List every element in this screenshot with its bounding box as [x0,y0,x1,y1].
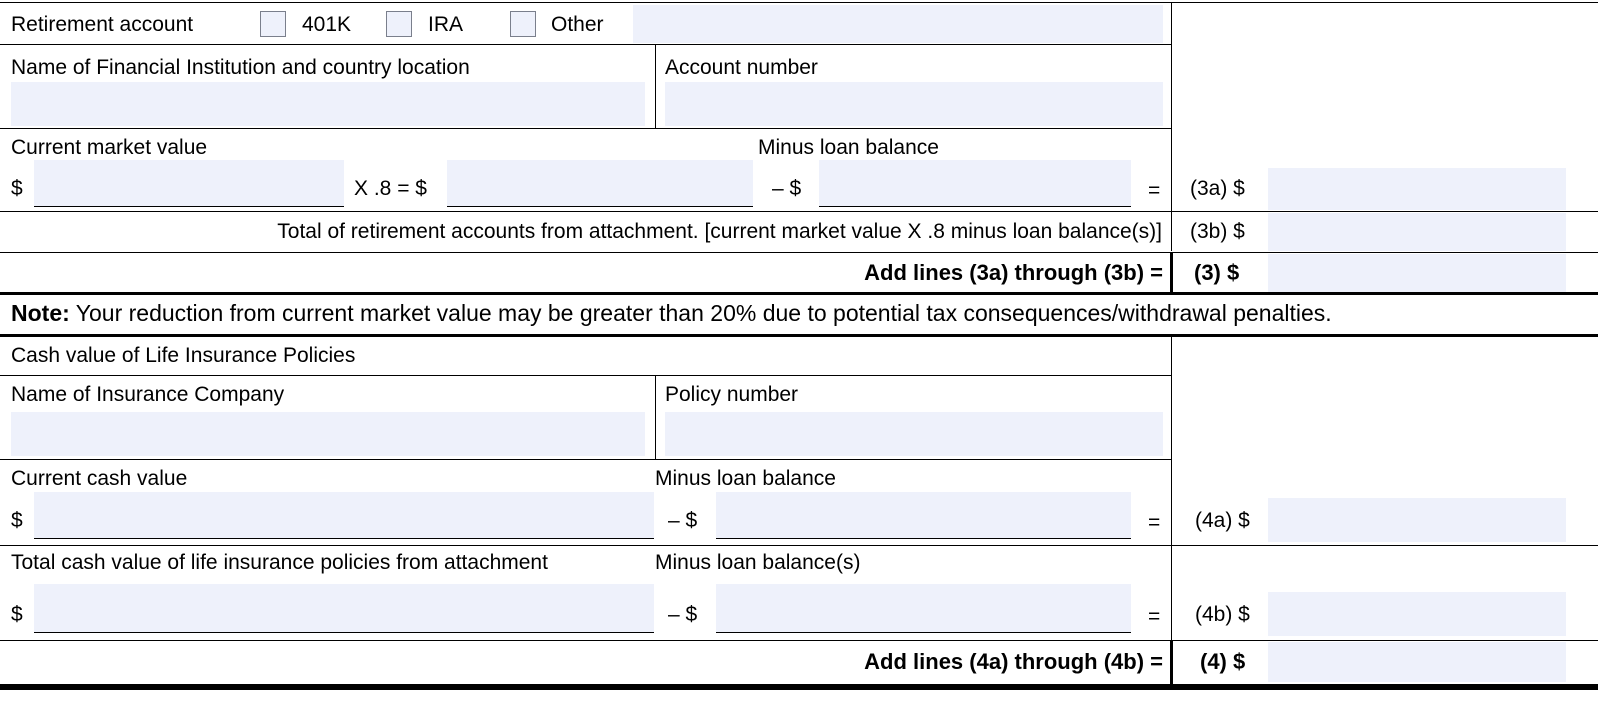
option-other-label: Other [551,13,604,36]
equals-sign: = [1148,511,1161,534]
line-4b-label: (4b) $ [1195,603,1250,626]
section-divider [0,334,1598,337]
insurance-loan-field[interactable] [716,492,1131,539]
line-4-field[interactable] [1268,642,1566,682]
checkbox-401k[interactable] [260,11,286,37]
add-lines-3-label: Add lines (3a) through (3b) = [864,260,1163,285]
line-3-field[interactable] [1268,254,1566,292]
minus-loan-label: Minus loan balance [655,467,836,490]
row-divider [0,252,1598,253]
minus-loan-label: Minus loan balance [758,136,939,159]
row-divider [0,128,1171,129]
minus-dollar: – $ [668,509,698,532]
line-4a-field[interactable] [1268,498,1566,542]
insurance-company-field[interactable] [11,412,645,456]
minus-loans-label: Minus loan balance(s) [655,551,861,574]
line-4b-field[interactable] [1268,592,1566,636]
top-border [0,2,1598,3]
cash-value-field[interactable] [34,492,654,539]
line-3-divider [1170,252,1173,292]
line-3b-field[interactable] [1268,213,1566,251]
checkbox-ira[interactable] [386,11,412,37]
row-divider [0,545,1598,546]
line-3b-divider [1171,211,1172,251]
insurance-total-loans-field[interactable] [716,584,1131,633]
section-divider [0,292,1598,295]
right-column-divider-bottom [1171,335,1172,640]
note-text [11,302,1332,325]
note-body: Your reduction from current market value may be greater than 20% due to potential tax consequences/withdrawal penalties. [69,300,1332,326]
cash-value-label: Current cash value [11,467,188,490]
dollar-sign: $ [11,509,23,532]
market-value-label: Current market value [11,136,208,159]
minus-dollar: – $ [772,177,802,200]
row-divider [0,211,1598,212]
account-number-field[interactable] [665,82,1163,126]
checkbox-other[interactable] [510,11,536,37]
policy-number-label: Policy number [665,383,799,406]
line-4-label: (4) $ [1200,649,1246,674]
add-lines-4-label: Add lines (4a) through (4b) = [864,649,1163,674]
equals-sign: = [1148,179,1161,202]
row-divider [0,375,1171,376]
dollar-sign: $ [11,177,23,200]
market-value-field[interactable] [34,160,344,207]
line-3-label: (3) $ [1194,260,1240,285]
other-description-field[interactable] [633,5,1163,43]
policy-number-field[interactable] [665,412,1163,456]
line-4-divider [1170,640,1173,684]
row-divider [0,640,1598,641]
account-number-label: Account number [665,56,818,79]
option-ira-label: IRA [428,13,464,36]
institution-field[interactable] [11,82,645,126]
times-label: X .8 = $ [354,177,427,200]
note-bold-label: Note: [11,300,70,326]
insurance-section-label: Cash value of Life Insurance Policies [11,344,356,367]
option-401k-label: 401K [302,13,352,36]
column-divider [655,44,656,128]
retirement-account-label: Retirement account [11,13,194,36]
row-divider [0,44,1171,45]
minus-dollar: – $ [668,603,698,626]
market-value-times-field[interactable] [447,160,753,207]
column-divider [655,375,656,459]
equals-sign: = [1148,605,1161,628]
total-attachment-label: Total of retirement accounts from attachment. [current market value X .8 minus loan balance(s)] [277,220,1162,243]
loan-balance-field[interactable] [819,160,1131,207]
insurance-company-label: Name of Insurance Company [11,383,285,406]
insurance-total-attachment-label: Total cash value of life insurance policies from attachment [11,551,548,574]
bottom-border [0,684,1598,690]
row-divider [0,459,1171,460]
line-3a-field[interactable] [1268,168,1566,210]
institution-label: Name of Financial Institution and country location [11,56,470,79]
right-column-divider-top [1171,2,1172,217]
line-3b-label: (3b) $ [1190,220,1245,243]
dollar-sign: $ [11,603,23,626]
insurance-total-field[interactable] [34,584,654,633]
line-3a-label: (3a) $ [1190,177,1245,200]
line-4a-label: (4a) $ [1195,509,1250,532]
